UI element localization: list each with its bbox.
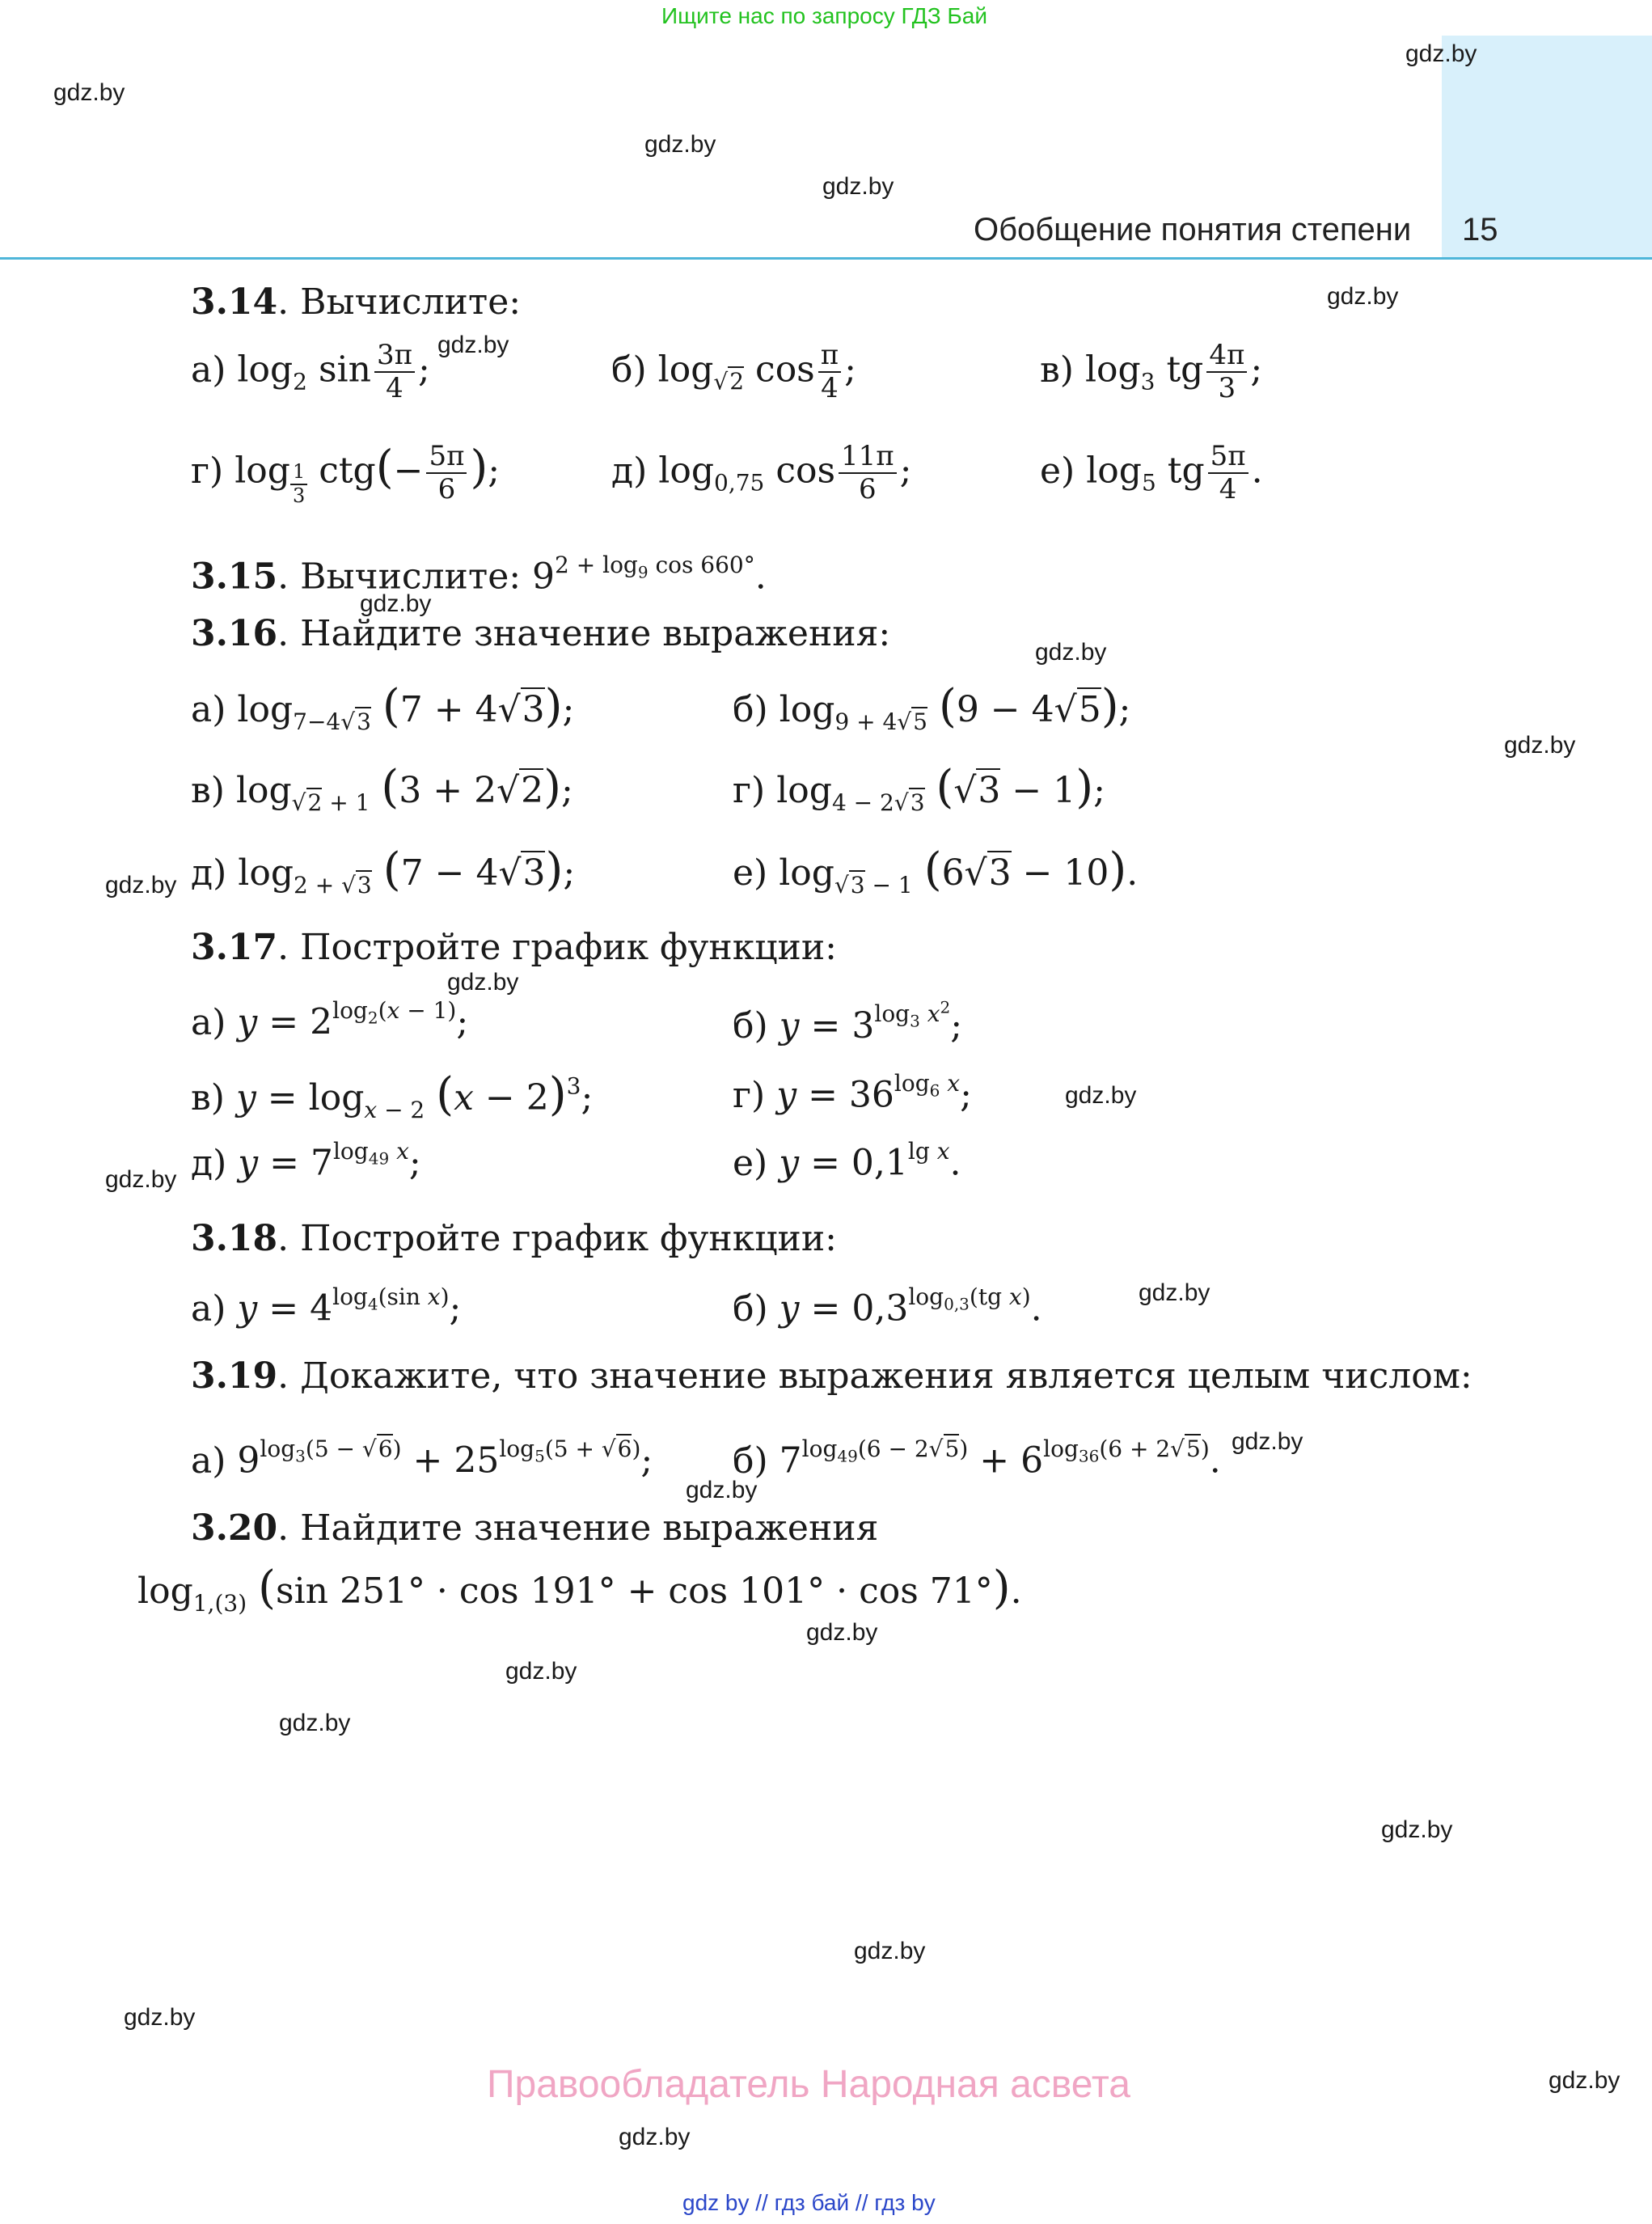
item-label: а) [191,1001,226,1043]
item-label: в) [1040,349,1074,391]
task-text: Вычислите: [300,556,522,598]
watermark: gdz.by [806,1619,878,1646]
task-number: 3.19 [191,1355,278,1397]
item-label: д) [191,1142,227,1184]
item-label: в) [191,770,225,811]
watermark: gdz.by [105,1166,177,1193]
task-3-14-d: д) $\log_{0,75} \cos$ $\frac{11\pi}{6}$ ; [611,440,912,506]
item-label: а) [191,349,226,391]
task-text: Постройте график функции: [300,927,837,968]
task-3-14-g: г) log $_{\frac{1}{3}}$ ctg(− $\frac{5\pi}{6}$ ); [191,440,501,507]
item-label: в) [191,1077,225,1118]
item-label: б) [611,349,647,391]
task-3-18-a: а) $y = 4^{log_4(sin x)}$; [191,1283,462,1330]
item-label: е) [1040,450,1075,492]
task-text: Найдите значение выражения: [300,613,891,654]
task-3-18-heading: 3.18. Постройте график функции: [191,1218,837,1259]
watermark: gdz.by [1327,283,1399,310]
task-3-17-b: б) $y = 3^{log_3 x^2}$; [733,998,963,1046]
task-3-17-v: в) $y = \log_{x - 2} (x - 2)^3$; [191,1068,594,1123]
task-3-14-v: в) $\log_3$ tg $\frac{4\pi}{3}$ ; [1040,339,1263,405]
item-label: е) [733,1142,768,1184]
task-number: 3.18 [191,1218,278,1259]
task-3-19-heading: 3.19. Докажите, что значение выражения является целым числом: [191,1355,1472,1397]
task-3-14-b: б) $\log_{√2} \cos$ $\frac{\pi}{4}$ ; [611,339,856,405]
task-number: 3.16 [191,613,278,654]
task-3-15-heading: 3.15. Вычислите: $9^{2 + log_9 cos 660^\circ}$. [191,552,767,598]
task-3-14-e: е) $\log_5$ tg $\frac{5\pi}{4}$ . [1040,440,1263,506]
task-number: 3.15 [191,556,278,598]
watermark: gdz.by [437,332,509,358]
task-text: Вычислите: [300,281,522,323]
task-3-14-a: а) $\log_2 \sin$ $\frac{3\pi}{4}$ ; [191,339,430,405]
task-3-16-b: б) $\log_{9 + 4√5} (9 - 4√5)$; [733,680,1131,735]
task-3-17-d: д) $y = 7^{log_{49} x}$; [191,1138,421,1184]
watermark: gdz.by [279,1710,351,1736]
item-label: б) [733,1440,768,1482]
task-number: 3.14 [191,281,278,323]
watermark: gdz.by [1405,40,1477,67]
copyright-notice: Правообладатель Народная асвета [487,2063,1130,2106]
watermark: gdz.by [1504,732,1576,759]
task-3-18-b: б) $y = 0,3^{log_{0,3}(tg x)}$. [733,1283,1042,1330]
task-3-14-heading: 3.14. Вычислите: [191,281,522,323]
page-number: 15 [1462,212,1498,247]
watermark: gdz.by [822,173,894,200]
watermark: gdz.by [854,1938,926,1964]
item-label: а) [191,689,226,730]
task-number: 3.20 [191,1507,278,1549]
item-label: б) [733,689,768,730]
watermark: gdz.by [105,872,177,898]
item-label: г) [191,450,224,492]
watermark: gdz.by [1381,1816,1453,1843]
watermark: gdz.by [1548,2067,1620,2094]
watermark: gdz.by [1139,1279,1210,1306]
task-3-20-expression: $\log_{1,(3)} (\sin$ 251° · cos 191° + cos 101° · cos 71°). [137,1562,1022,1617]
item-label: б) [733,1287,768,1330]
watermark: gdz.by [447,969,519,996]
watermark: gdz.by [1065,1082,1137,1109]
watermark: gdz.by [619,2124,691,2150]
item-label: г) [733,770,766,811]
task-number: 3.17 [191,927,278,968]
item-label: б) [733,1004,768,1046]
watermark: gdz.by [1232,1428,1303,1455]
task-3-17-g: г) $y = 36^{log_6 x}$; [733,1070,972,1116]
task-3-19-a: а) $9^{log_3(5 - √6)} + 25^{log_5(5 + √6)}$; [191,1435,653,1482]
task-3-16-a: а) $\log_{7-4√3} (7 + 4√3)$; [191,680,575,735]
bottom-search-links[interactable]: gdz by // гдз бай // гдз by [682,2190,936,2215]
task-text: Докажите, что значение выражения является целым числом: [300,1355,1472,1397]
task-3-16-e: е) $\log_{√3 - 1} (6√3 - 10)$. [733,844,1139,898]
task-text: Постройте график функции: [300,1218,837,1259]
task-3-19-b: б) $7^{log_{49}(6 - 2√5)} + 6^{log_{36}(6 + 2√5)}$. [733,1435,1221,1482]
item-label: д) [611,450,648,492]
page-header-title: Обобщение понятия степени [974,212,1412,247]
item-label: г) [733,1074,766,1116]
top-search-link[interactable]: Ищите нас по запросу ГДЗ Бай [661,3,988,28]
task-3-16-v: в) $\log_{√2 + 1} (3 + 2√2)$; [191,761,573,816]
header-divider [0,257,1652,260]
watermark: gdz.by [53,79,125,106]
watermark: gdz.by [360,590,432,617]
task-3-17-e: е) $y = 0,1^{lg x}$. [733,1138,961,1184]
task-3-16-heading: 3.16. Найдите значение выражения: [191,613,891,654]
item-label: а) [191,1287,226,1330]
item-label: а) [191,1440,226,1482]
task-3-16-d: д) $\log_{2 + √3} (7 - 4√3)$; [191,844,576,898]
item-label: е) [733,852,768,894]
task-text: Найдите значение выражения [300,1507,879,1549]
watermark: gdz.by [124,2004,196,2031]
task-3-20-heading: 3.20. Найдите значение выражения [191,1507,879,1549]
item-label: д) [191,852,227,894]
watermark: gdz.by [644,131,716,158]
task-3-17-heading: 3.17. Постройте график функции: [191,927,837,968]
watermark: gdz.by [505,1658,577,1685]
task-3-16-g: г) $\log_{4 - 2√3} (√3 - 1)$; [733,761,1105,816]
watermark: gdz.by [686,1477,758,1503]
task-3-17-a: а) $y = 2^{log_2(x - 1)}$; [191,997,469,1043]
watermark: gdz.by [1035,639,1107,666]
